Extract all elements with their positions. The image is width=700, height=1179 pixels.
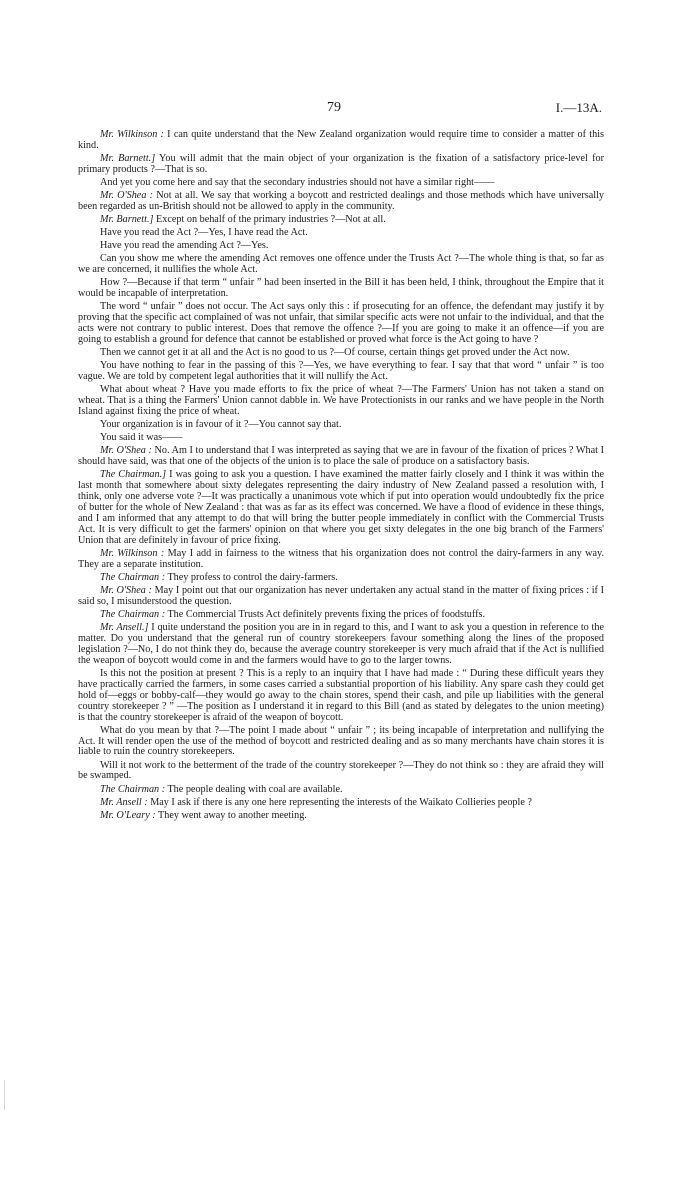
- paragraph-text: Will it not work to the betterment of the trade of the country storekeeper ?—They do not think so : they are afraid they will be swamped.: [78, 759, 604, 782]
- speaker-name: Mr. O'Shea :: [100, 445, 152, 457]
- paragraph-text: Except on behalf of the primary industries ?—Not at all.: [153, 214, 386, 226]
- paragraph-text: And yet you come here and say that the secondary industries should not have a similar right——: [100, 177, 495, 188]
- transcript-paragraph: [78, 254, 604, 276]
- transcript-paragraph: [78, 420, 604, 431]
- paragraph-text: Have you read the amending Act ?—Yes.: [100, 240, 269, 252]
- page-header: [0, 100, 700, 118]
- transcript-paragraph: [78, 215, 604, 226]
- paragraph-text: They went away to another meeting.: [155, 809, 307, 821]
- transcript-paragraph: [78, 623, 604, 667]
- speaker-name: Mr. Ansell :: [100, 796, 148, 808]
- paragraph-text: May I ask if there is any one here representing the interests of the Waikato Collieries people ?: [147, 796, 532, 808]
- scan-edge-mark: [4, 1080, 5, 1110]
- paragraph-text: I was going to ask you a question. I have examined the matter fairly closely and I think it was within the last month that somewhere about sixty delegates representing the dairy industry of New Zealand passed a resolution with, I think, only one adverse vote ?—It was practically a unanimous vote which if put into operation would undoubtedly fix the price of butter for the whole of New Zealand : that was as far as its effect was concerned. We have a flood of evidence in these things, and I am informed that any attempt to do that will bring the butter people immediately in conflict with the Commercial Trusts Act. It is very difficult to get the farmers' opinion on that where you get sixty delegates in the one big branch of the Farmers' Union that are definitely in favour of price fixing.: [78, 469, 604, 546]
- transcript-paragraph: [78, 726, 604, 759]
- transcript-paragraph: [78, 178, 604, 189]
- page-number: 79: [327, 100, 341, 115]
- paragraph-text: What about wheat ? Have you made efforts to fix the price of wheat ?—The Farmers' Union has not taken a stand on wheat. That is a thing the Farmers' Union cannot dabble in. We have Protectionists in our ranks and we have people in the North Island against fixing the price of wheat.: [78, 384, 604, 418]
- paragraph-text: I quite understand the position you are in in regard to this, and I want to ask you a question in reference to the matter. Do you understand that the general run of country storekeepers favour something along the lines of the proposed legislation ?—No, I do not think they do, because the average country storekeeper is very much afraid that if the Act is nullified the weapon of boycott would come in and the farmers would have to go to the larger towns.: [78, 622, 604, 666]
- speaker-name: Mr. Ansell.]: [100, 622, 149, 634]
- paragraph-text: Not at all. We say that working a boycott and restricted dealings and those methods which have universally been regarded as un-British should not be allowed to apply in the community.: [78, 190, 604, 212]
- document-reference: I.—13A.: [555, 100, 602, 115]
- speaker-name: Mr. O'Leary :: [100, 809, 156, 821]
- paragraph-text: You have nothing to fear in the passing of this ?—Yes, we have everything to fear. I say that that word “ unfair ” is too vague. We are told by competent legal authorities that it will nullify the Act.: [78, 360, 604, 383]
- transcript-paragraph: [78, 586, 604, 608]
- transcript-paragraph: [78, 669, 604, 724]
- paragraph-text: They profess to control the dairy-farmers.: [165, 571, 338, 583]
- paragraph-text: What do you mean by that ?—The point I made about “ unfair ” ; its being incapable of interpretation and nullifying the Act. It will render open the use of the method of boycott and restricted dealing and as so many merchants have chain stores it is liable to ruin the country storekeepers.: [78, 724, 604, 758]
- paragraph-text: The Commercial Trusts Act definitely prevents fixing the prices of foodstuffs.: [165, 609, 486, 620]
- transcript-paragraph: [78, 610, 604, 621]
- paragraph-text: Is this not the position at present ? This is a reply to an inquiry that I have had made : “ During these difficult years they have practically carried the farmers, in some cases carried a substantial proportion of his liability. Any spare cash they could get hold of—eggs or bobby-calf—they would go away to the chain stores, spend their cash, and pile up liabilities with the general country storekeeper ? ” —The position as I understand it in regard to this Bill (and as stated by delegates to the union meeting) is that the country storekeeper is afraid of the weapon of boycott.: [78, 667, 604, 723]
- speaker-name: Mr. Barnett.]: [100, 214, 154, 226]
- paragraph-text: The people dealing with coal are available.: [165, 783, 343, 795]
- transcript-paragraph: [78, 361, 604, 383]
- speaker-name: Mr. Barnett.]: [100, 153, 156, 164]
- paragraph-text: You will admit that the main object of your organization is the fixation of a satisfactory price-level for primary products ?—That is so.: [78, 153, 604, 175]
- speaker-name: The Chairman :: [100, 609, 166, 620]
- speaker-name: Mr. O'Shea :: [100, 190, 154, 202]
- speaker-name: Mr. Wilkinson :: [100, 547, 165, 559]
- transcript-paragraph: [78, 154, 604, 176]
- transcript-paragraph: [78, 798, 604, 809]
- paragraph-text: Can you show me where the amending Act removes one offence under the Trusts Act ?—The whole thing is that, so far as we are concerned, it nullifies the whole Act.: [78, 253, 604, 276]
- paragraph-text: How ?—Because if that term “ unfair ” had been inserted in the Bill it has been held, I think, throughout the Empire that it would be incapable of interpretation.: [78, 277, 604, 300]
- transcript-paragraph: [78, 433, 604, 444]
- paragraph-text: The word “ unfair ” does not occur. The Act says only this : if prosecuting for an offence, the defendant may justify it by proving that the specific act complained of was not unfair, that similar specific acts were not unfair to the individual, and that the acts were not contrary to public interest. Does that remove the offence ?—If you are going to make it an offence—if you are going to establish a ground for defence that cannot be established or proved what force is the Act going to have ?: [78, 301, 604, 346]
- paragraph-text: Your organization is in favour of it ?—You cannot say that.: [100, 419, 342, 431]
- speaker-name: Mr. O'Shea :: [100, 585, 152, 596]
- transcript-paragraph: [78, 446, 604, 468]
- transcript-paragraph: [78, 811, 604, 822]
- speaker-name: The Chairman :: [100, 783, 166, 795]
- speaker-name: The Chairman.]: [100, 469, 167, 481]
- paragraph-text: May I add in fairness to the witness that his organization does not control the dairy-farmers in any way. They are a separate institution.: [78, 547, 604, 570]
- speaker-name: Mr. Wilkinson :: [100, 129, 164, 140]
- speaker-name: The Chairman :: [100, 571, 166, 583]
- paragraph-text: Then we cannot get it at all and the Act is no good to us ?—Of course, certain things get proved under the Act now.: [100, 347, 570, 359]
- transcript-paragraph: [78, 549, 604, 571]
- transcript-paragraph: [78, 241, 604, 252]
- paragraph-text: May I point out that our organization has never undertaken any actual stand in the matter of fixing prices : if I said so, I misunderstood the question.: [78, 585, 604, 607]
- transcript-body: [78, 130, 604, 824]
- paragraph-text: Have you read the Act ?—Yes, I have read the Act.: [100, 227, 308, 239]
- transcript-paragraph: [78, 785, 604, 796]
- transcript-paragraph: [78, 385, 604, 418]
- transcript-paragraph: [78, 573, 604, 584]
- transcript-paragraph: [78, 191, 604, 213]
- transcript-paragraph: [78, 761, 604, 783]
- transcript-paragraph: [78, 278, 604, 300]
- transcript-paragraph: [78, 302, 604, 346]
- transcript-paragraph: [78, 130, 604, 152]
- paragraph-text: No. Am I to understand that I was interpreted as saying that we are in favour of the fixation of prices ? What I should have said, was that one of the objects of the union is to place the sale of produce on a satisfactory basis.: [78, 445, 604, 468]
- transcript-paragraph: [78, 348, 604, 359]
- paragraph-text: You said it was——: [100, 432, 183, 444]
- transcript-paragraph: [78, 228, 604, 239]
- transcript-paragraph: [78, 470, 604, 546]
- paragraph-text: I can quite understand that the New Zealand organization would require time to consider a matter of this kind.: [78, 129, 604, 151]
